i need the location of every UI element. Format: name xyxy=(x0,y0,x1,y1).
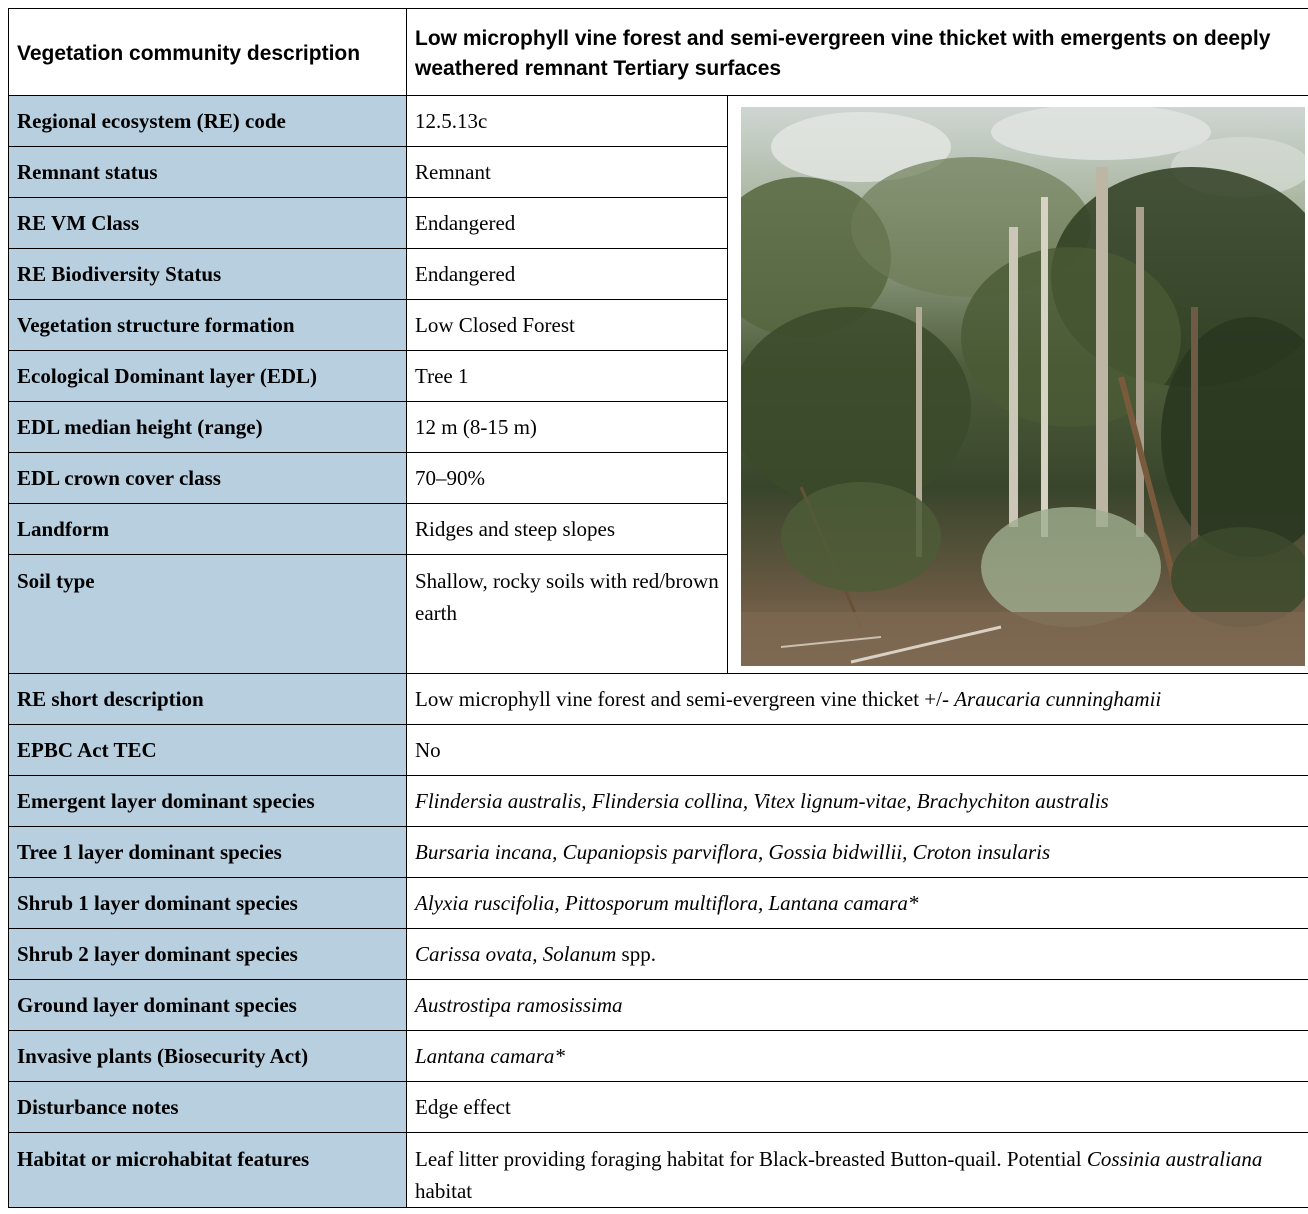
row-label: Shrub 2 layer dominant species xyxy=(9,929,407,980)
table-row xyxy=(9,96,1308,147)
community-title: Low microphyll vine forest and semi-evergreen vine thicket with emergents on deeply weathered remnant Tertiary surfaces xyxy=(407,9,1308,96)
photo-cell xyxy=(728,96,1308,674)
row-label: Habitat or microhabitat features xyxy=(9,1133,407,1208)
table-row xyxy=(9,674,1308,725)
table-row xyxy=(9,980,1308,1031)
re-short-description-text: Low microphyll vine forest and semi-evergreen vine thicket +/- xyxy=(415,686,955,711)
row-label: Disturbance notes xyxy=(9,1082,407,1133)
table-row xyxy=(9,827,1308,878)
row-label: Regional ecosystem (RE) code xyxy=(9,96,407,147)
habitat-features-text: Leaf litter providing foraging habitat for Black-breasted Button-quail. Potential xyxy=(415,1147,1087,1171)
table-header-row xyxy=(9,9,1308,96)
emergent-species-text: Flindersia australis, Flindersia collina, Vitex lignum-vitae, Brachychiton australis xyxy=(415,788,1109,813)
row-label: Ecological Dominant layer (EDL) xyxy=(9,351,407,402)
habitat-features-species: Cossinia australiana xyxy=(1086,1147,1263,1171)
table-row xyxy=(9,1133,1308,1208)
disturbance-notes-value: Edge effect xyxy=(407,1082,1308,1133)
tree1-species-text: Bursaria incana, Cupaniopsis parviflora, Gossia bidwillii, Croton insularis xyxy=(415,839,1051,864)
shrub2-species-suffix: spp. xyxy=(616,941,656,966)
table-row xyxy=(9,1082,1308,1133)
structure-formation-value: Low Closed Forest xyxy=(407,300,728,351)
habitat-features-value xyxy=(407,1133,1308,1208)
row-label: RE VM Class xyxy=(9,198,407,249)
re-short-description-value xyxy=(407,674,1308,725)
row-label: Remnant status xyxy=(9,147,407,198)
shrub2-species-text: Carissa ovata, Solanum xyxy=(415,941,617,966)
row-label: Ground layer dominant species xyxy=(9,980,407,1031)
row-label: EPBC Act TEC xyxy=(9,725,407,776)
row-label: RE short description xyxy=(9,674,407,725)
row-label: Vegetation structure formation xyxy=(9,300,407,351)
epbc-tec-value: No xyxy=(407,725,1308,776)
re-code-value: 12.5.13c xyxy=(407,96,728,147)
row-label: EDL crown cover class xyxy=(9,453,407,504)
remnant-status-value: Remnant xyxy=(407,147,728,198)
shrub1-species-value xyxy=(407,878,1308,929)
row-label: Emergent layer dominant species xyxy=(9,776,407,827)
edl-cover-value: 70–90% xyxy=(407,453,728,504)
invasive-plants-text: Lantana camara* xyxy=(415,1043,565,1068)
header-label: Vegetation community description xyxy=(9,9,407,96)
vegetation-table xyxy=(8,8,1308,1208)
habitat-features-suffix: habitat xyxy=(415,1179,473,1203)
tree1-species-value xyxy=(407,827,1308,878)
ground-species-value xyxy=(407,980,1308,1031)
forest-photo xyxy=(741,107,1305,666)
row-label: Shrub 1 layer dominant species xyxy=(9,878,407,929)
row-label: RE Biodiversity Status xyxy=(9,249,407,300)
invasive-plants-value xyxy=(407,1031,1308,1082)
forest-photo-illustration xyxy=(741,107,1305,666)
biodiversity-status-value: Endangered xyxy=(407,249,728,300)
row-label: Landform xyxy=(9,504,407,555)
table-row xyxy=(9,1031,1308,1082)
table-row xyxy=(9,929,1308,980)
emergent-species-value xyxy=(407,776,1308,827)
row-label: Tree 1 layer dominant species xyxy=(9,827,407,878)
ground-species-text: Austrostipa ramosissima xyxy=(415,992,623,1017)
row-label: EDL median height (range) xyxy=(9,402,407,453)
shrub2-species-value xyxy=(407,929,1308,980)
landform-value: Ridges and steep slopes xyxy=(407,504,728,555)
row-label: Invasive plants (Biosecurity Act) xyxy=(9,1031,407,1082)
vm-class-value: Endangered xyxy=(407,198,728,249)
row-label: Soil type xyxy=(9,555,407,674)
re-short-description-species: Araucaria cunninghamii xyxy=(954,686,1162,711)
table-row xyxy=(9,776,1308,827)
shrub1-species-text: Alyxia ruscifolia, Pittosporum multiflora, Lantana camara* xyxy=(415,890,919,915)
edl-height-value: 12 m (8-15 m) xyxy=(407,402,728,453)
soil-type-value: Shallow, rocky soils with red/brown earth xyxy=(407,555,728,674)
table-row xyxy=(9,878,1308,929)
table-row xyxy=(9,725,1308,776)
edl-value: Tree 1 xyxy=(407,351,728,402)
